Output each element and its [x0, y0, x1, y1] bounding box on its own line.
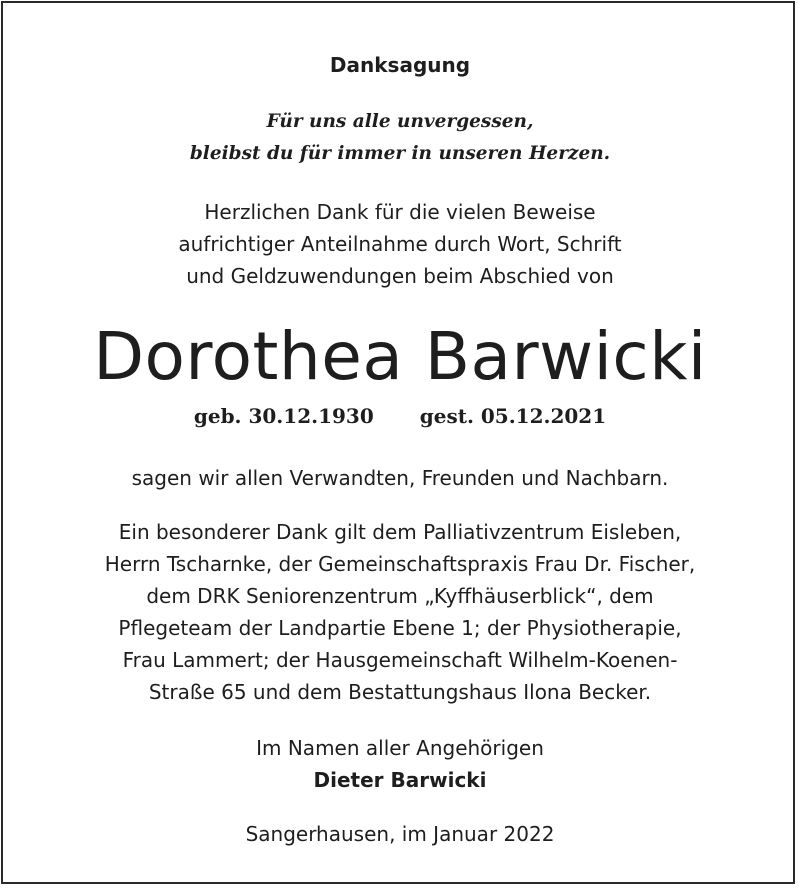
motto [0, 106, 800, 170]
on-behalf-text: Im Namen aller Angehörigen [256, 736, 544, 760]
intro-text [0, 196, 800, 292]
life-dates [0, 400, 800, 432]
special-thanks-line-6: Straße 65 und dem Bestattungshaus Ilona Becker. [148, 680, 652, 704]
special-thanks-line-2: Herrn Tscharnke, der Gemeinschaftspraxis Frau Dr. Fischer, [104, 552, 696, 576]
motto-line-2: bleibst du für immer in unseren Herzen. [189, 143, 611, 164]
place-date: Sangerhausen, im Januar 2022 [245, 822, 555, 846]
notice-heading: Danksagung [329, 53, 471, 77]
special-thanks-line-5: Frau Lammert; der Hausgemeinschaft Wilhelm-Koenen- [122, 648, 678, 672]
death-date: gest. 05.12.2021 [419, 404, 607, 428]
special-thanks-line-3: dem DRK Seniorenzentrum „Kyffhäuserblick“, dem [146, 584, 654, 608]
intro-line-1: Herzlichen Dank für die vielen Beweise [204, 200, 596, 224]
signer-name: Dieter Barwicki [313, 768, 487, 792]
motto-line-1: Für uns alle unvergessen, [266, 111, 534, 132]
intro-line-2: aufrichtiger Anteilnahme durch Wort, Schrift [178, 232, 622, 256]
special-thanks-line-1: Ein besonderer Dank gilt dem Palliativzentrum Eisleben, [118, 520, 682, 544]
intro-line-3: und Geldzuwendungen beim Abschied von [186, 264, 614, 288]
deceased-name: Dorothea Barwicki [93, 318, 707, 395]
special-thanks-line-4: Pflegeteam der Landpartie Ebene 1; der Physiotherapie, [118, 616, 682, 640]
thanks-all-text: sagen wir allen Verwandten, Freunden und Nachbarn. [131, 466, 669, 490]
birth-date: geb. 30.12.1930 [193, 404, 374, 428]
special-thanks [0, 516, 800, 708]
